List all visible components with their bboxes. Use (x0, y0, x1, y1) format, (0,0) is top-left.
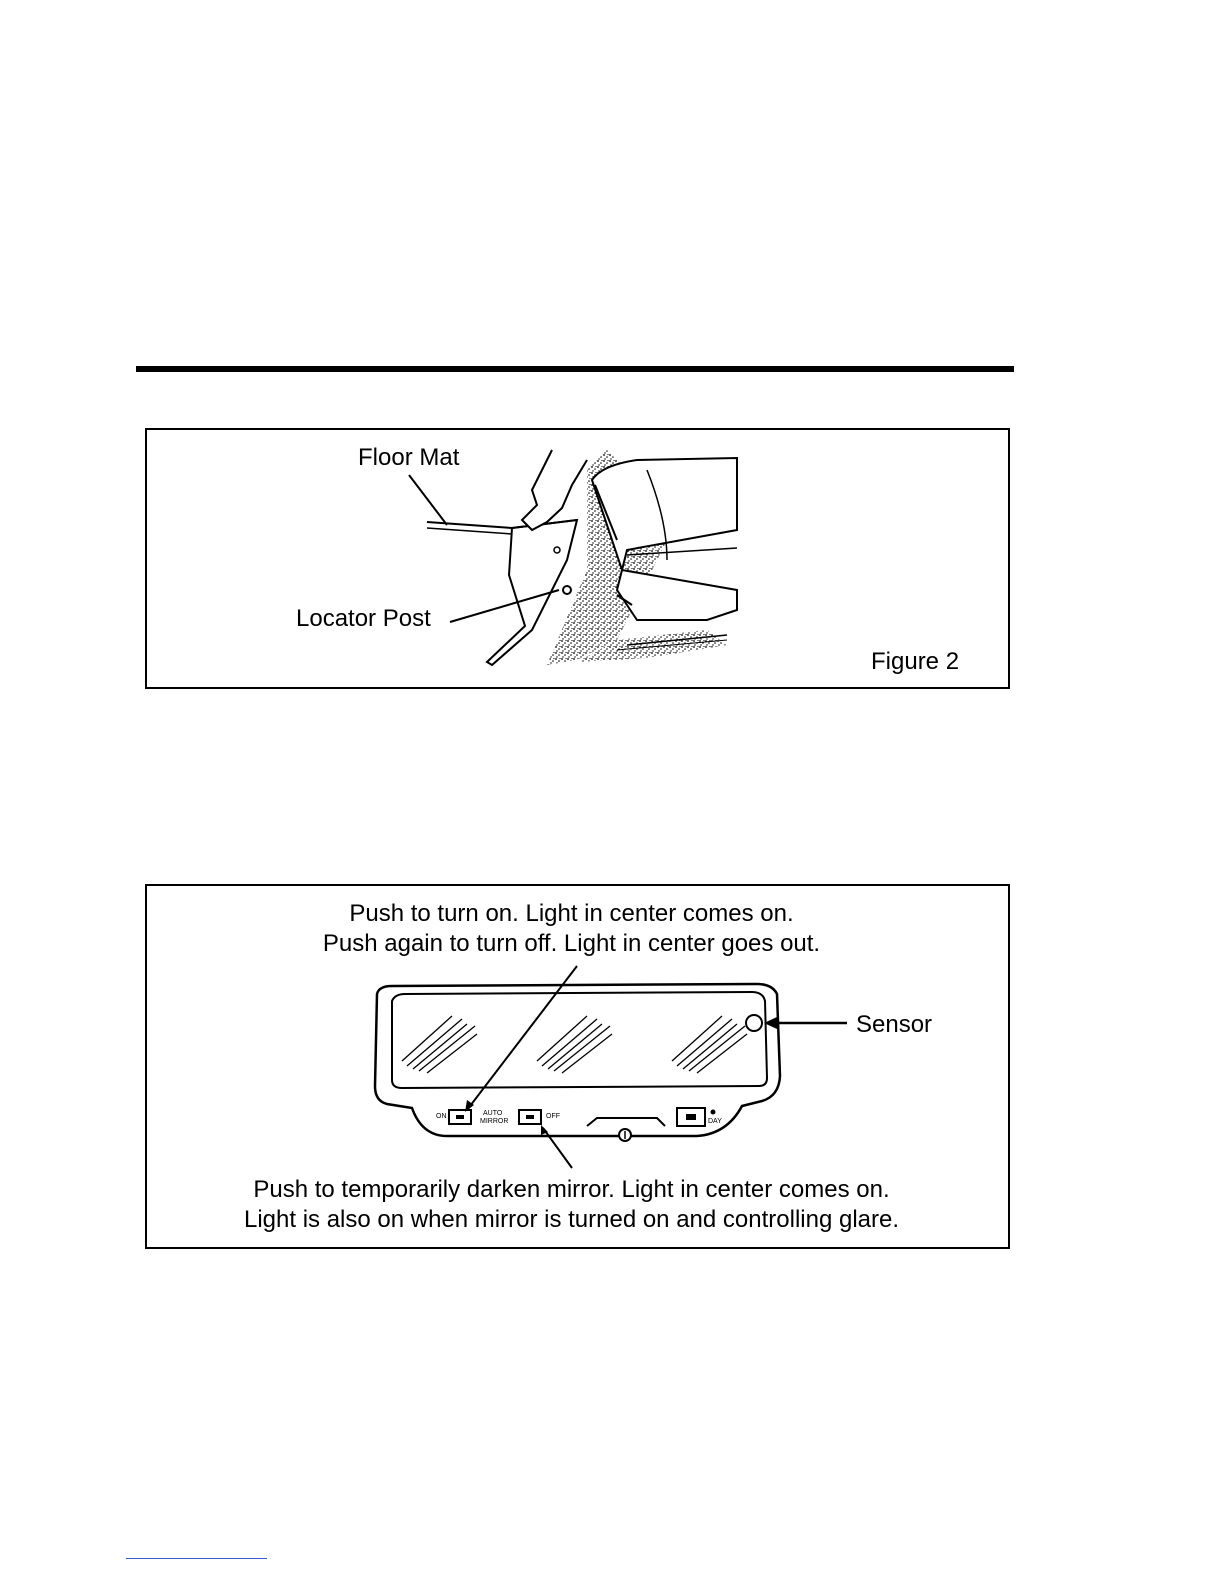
section-divider-rule (136, 366, 1014, 372)
locator-post-label: Locator Post (296, 605, 431, 632)
day-button-label: DAY (708, 1118, 722, 1125)
instruction-on-off-line-1: Push to turn on. Light in center comes on. (349, 900, 794, 927)
off-button-label: OFF (546, 1113, 560, 1120)
instruction-on-off-line-2: Push again to turn off. Light in center goes out. (322, 930, 821, 957)
on-button-label: ON (436, 1113, 447, 1120)
instruction-darken-line-1: Push to temporarily darken mirror. Light in center comes on. (253, 1176, 890, 1203)
mirror-label: MIRROR (480, 1118, 509, 1125)
hand-arm (522, 450, 587, 530)
figure-2-floor-mat (145, 428, 1010, 689)
floor-mat-leader-line (409, 475, 447, 525)
footer-underline (126, 1558, 267, 1559)
sensor-circle (746, 1015, 762, 1031)
locator-post-marker (563, 586, 571, 594)
figure-auto-dimming-mirror (145, 884, 1010, 1249)
auto-label: AUTO (483, 1110, 503, 1117)
sensor-label: Sensor (856, 1011, 933, 1038)
instruction-darken-line-2: Light is also on when mirror is turned on and controlling glare. (243, 1206, 900, 1233)
figure-caption: Figure 2 (871, 648, 960, 675)
floor-mat-label: Floor Mat (358, 444, 460, 471)
